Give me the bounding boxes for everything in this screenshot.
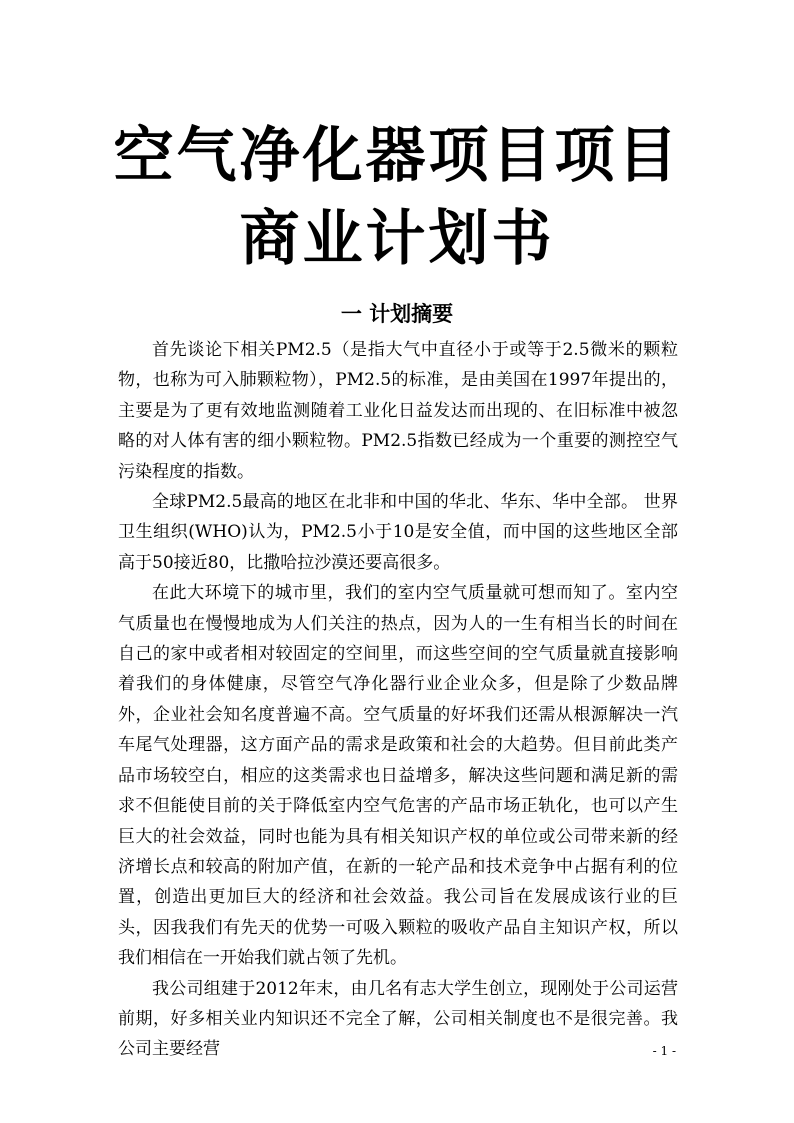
page-number: - 1 - bbox=[652, 1044, 676, 1058]
document-title-line-1: 空气净化器项目项目 bbox=[113, 121, 681, 191]
paragraph: 我公司组建于2012年末，由几名有志大学生创立，现刚处于公司运营前期，好多相关业内知识还不完全了解，公司相关制度也不是很完善。我公司主要经营 bbox=[118, 978, 678, 1060]
paragraph: 在此大环境下的城市里，我们的室内空气质量就可想而知了。室内空气质量也在慢慢地成为人们关注的热点，因为人的一生有相当长的时间在自己的家中或者相对较固定的空间里，而这些空间的空气质量就直接影响着我们的身体健康，尽管空气净化器行业企业众多，但是除了少数品牌外，企业社会知名度普遍不高。空气质量的好坏我们还需从根源解决一汽车尾气处理器，这方面产品的需求是政策和社会的大趋势。但目前此类产品市场较空白，相应的这类需求也日益增多，解决这些问题和满足新的需求不但能使目前的关于降低室内空气危害的产品市场正轨化，也可以产生巨大的社会效益，同时也能为具有相关知识产权的单位或公司带来新的经济增长点和较高的附加产值，在新的一轮产品和技术竞争中占据有利的位置，创造出更加巨大的经济和社会效益。我公司旨在发展成该行业的巨头，因我我们有先天的优势一可吸入颗粒的吸收产品自主知识产权，所以我们相信在一开始我们就占领了先机。 bbox=[118, 583, 678, 969]
document-body bbox=[118, 335, 678, 1065]
document-title-line-2: 商业计划书 bbox=[239, 204, 555, 274]
paragraph: 首先谈论下相关PM2.5（是指大气中直径小于或等于2.5微米的颗粒物，也称为可入肺颗粒物），PM2.5的标准，是由美国在1997年提出的，主要是为了更有效地监测随着工业化日益发达而出现的、在旧标准中被忽略的对人体有害的细小颗粒物。PM2.5指数已经成为一个重要的测控空气污染程度的指数。 bbox=[118, 340, 678, 482]
section-heading: 一 计划摘要 bbox=[340, 302, 454, 326]
paragraph: 全球PM2.5最高的地区在北非和中国的华北、华东、华中全部。 世界卫生组织(WHO)认为，PM2.5小于10是安全值，而中国的这些地区全部高于50接近80，比撒哈拉沙漠还要高很多。 bbox=[118, 492, 678, 573]
